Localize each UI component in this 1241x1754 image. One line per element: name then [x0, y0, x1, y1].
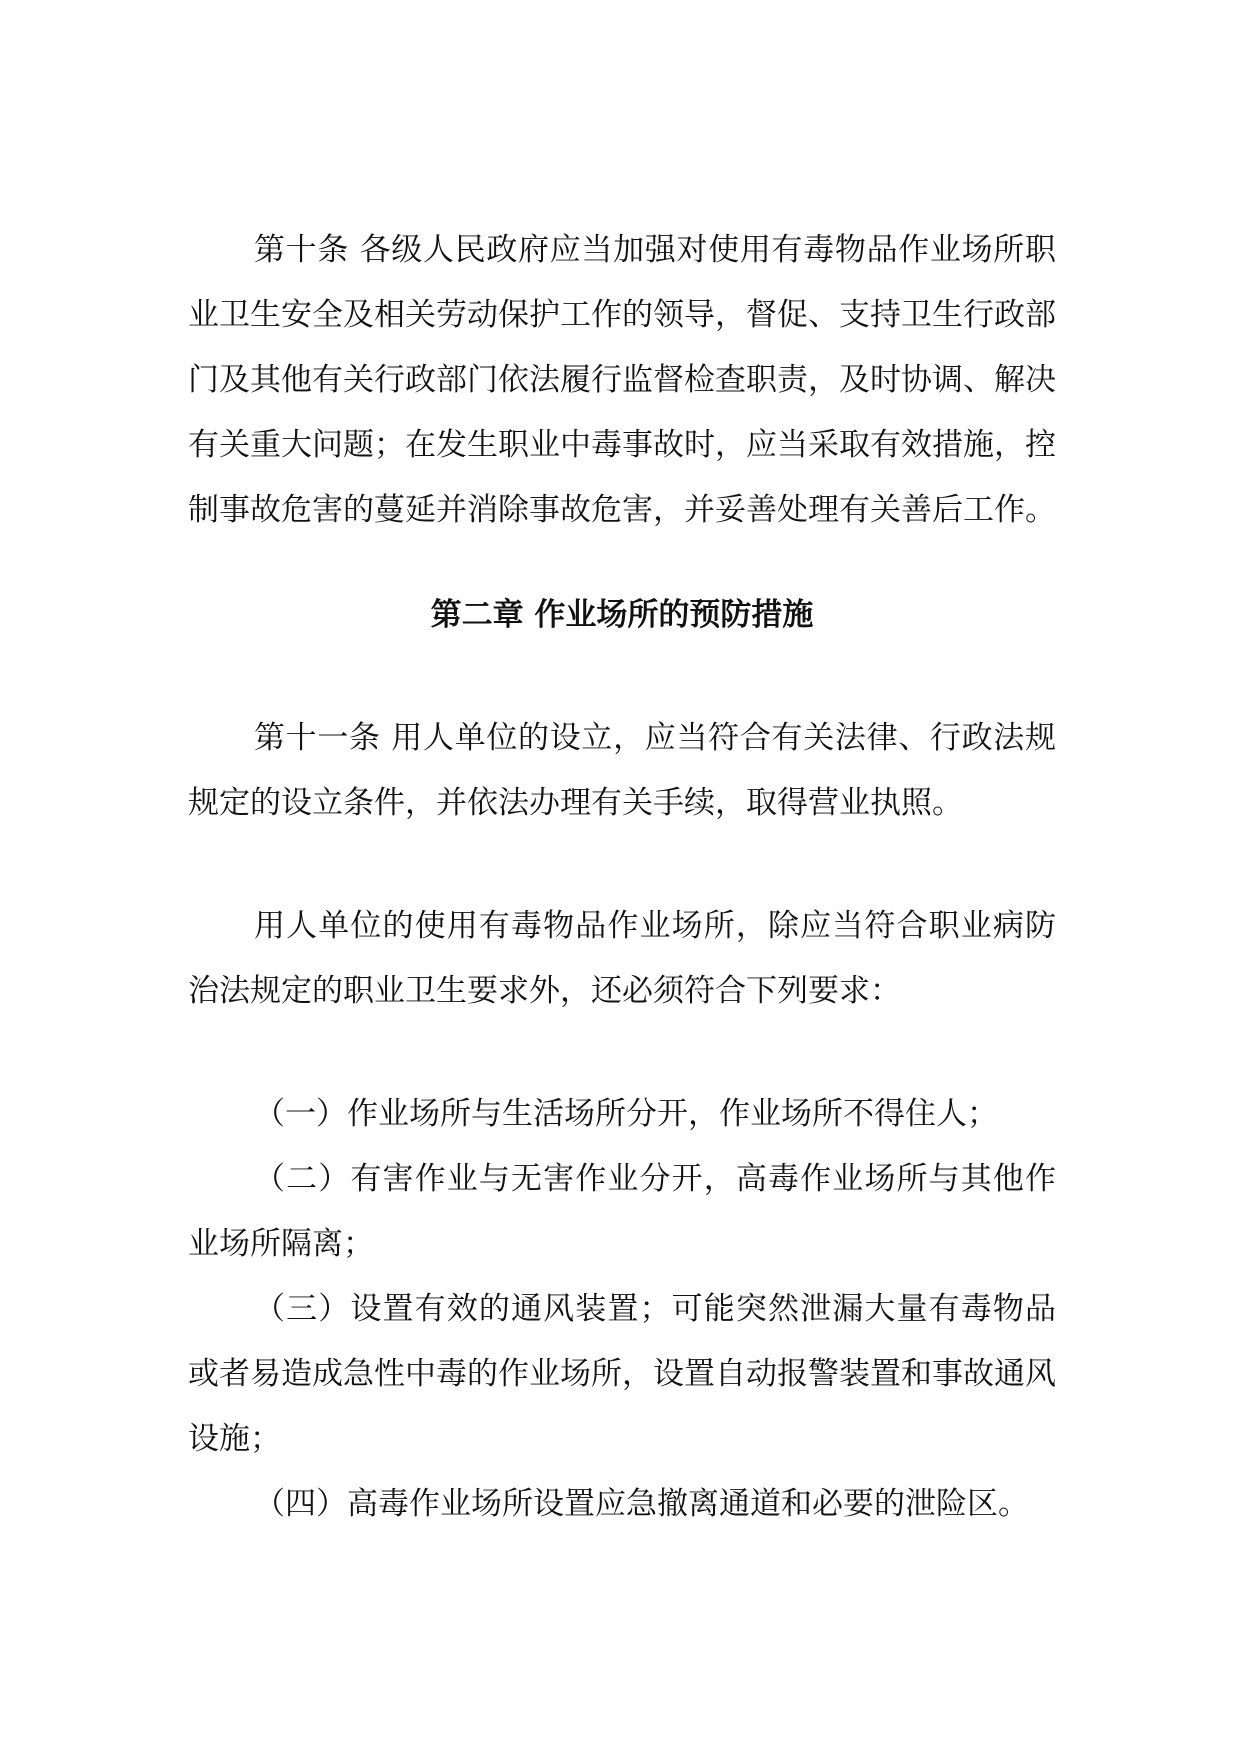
document-body — [188, 218, 1056, 1537]
article-11-second-paragraph: 用人单位的使用有毒物品作业场所，除应当符合职业病防治法规定的职业卫生要求外，还必须符合下列要求： — [188, 908, 1056, 1009]
requirement-item-1: （一）作业场所与生活场所分开，作业场所不得住人； — [254, 1096, 998, 1132]
requirement-item-4: （四）高毒作业场所设置应急撤离通道和必要的泄险区。 — [254, 1486, 1029, 1522]
article-11-paragraph: 第十一条 用人单位的设立，应当符合有关法律、行政法规规定的设立条件，并依法办理有关手续，取得营业执照。 — [188, 720, 1056, 821]
chapter-2-heading: 第二章 作业场所的预防措施 — [430, 597, 814, 633]
requirement-item-3: （三）设置有效的通风装置；可能突然泄漏大量有毒物品或者易造成急性中毒的作业场所，设置自动报警装置和事故通风设施； — [188, 1291, 1056, 1457]
article-10-paragraph: 第十条 各级人民政府应当加强对使用有毒物品作业场所职业卫生安全及相关劳动保护工作的领导，督促、支持卫生行政部门及其他有关行政部门依法履行监督检查职责，及时协调、解决有关重大问题；在发生职业中毒事故时，应当采取有效措施，控制事故危害的蔓延并消除事故危害，并妥善处理有关善后工作。 — [188, 232, 1056, 528]
requirement-item-2: （二）有害作业与无害作业分开，高毒作业场所与其他作业场所隔离； — [188, 1161, 1056, 1262]
